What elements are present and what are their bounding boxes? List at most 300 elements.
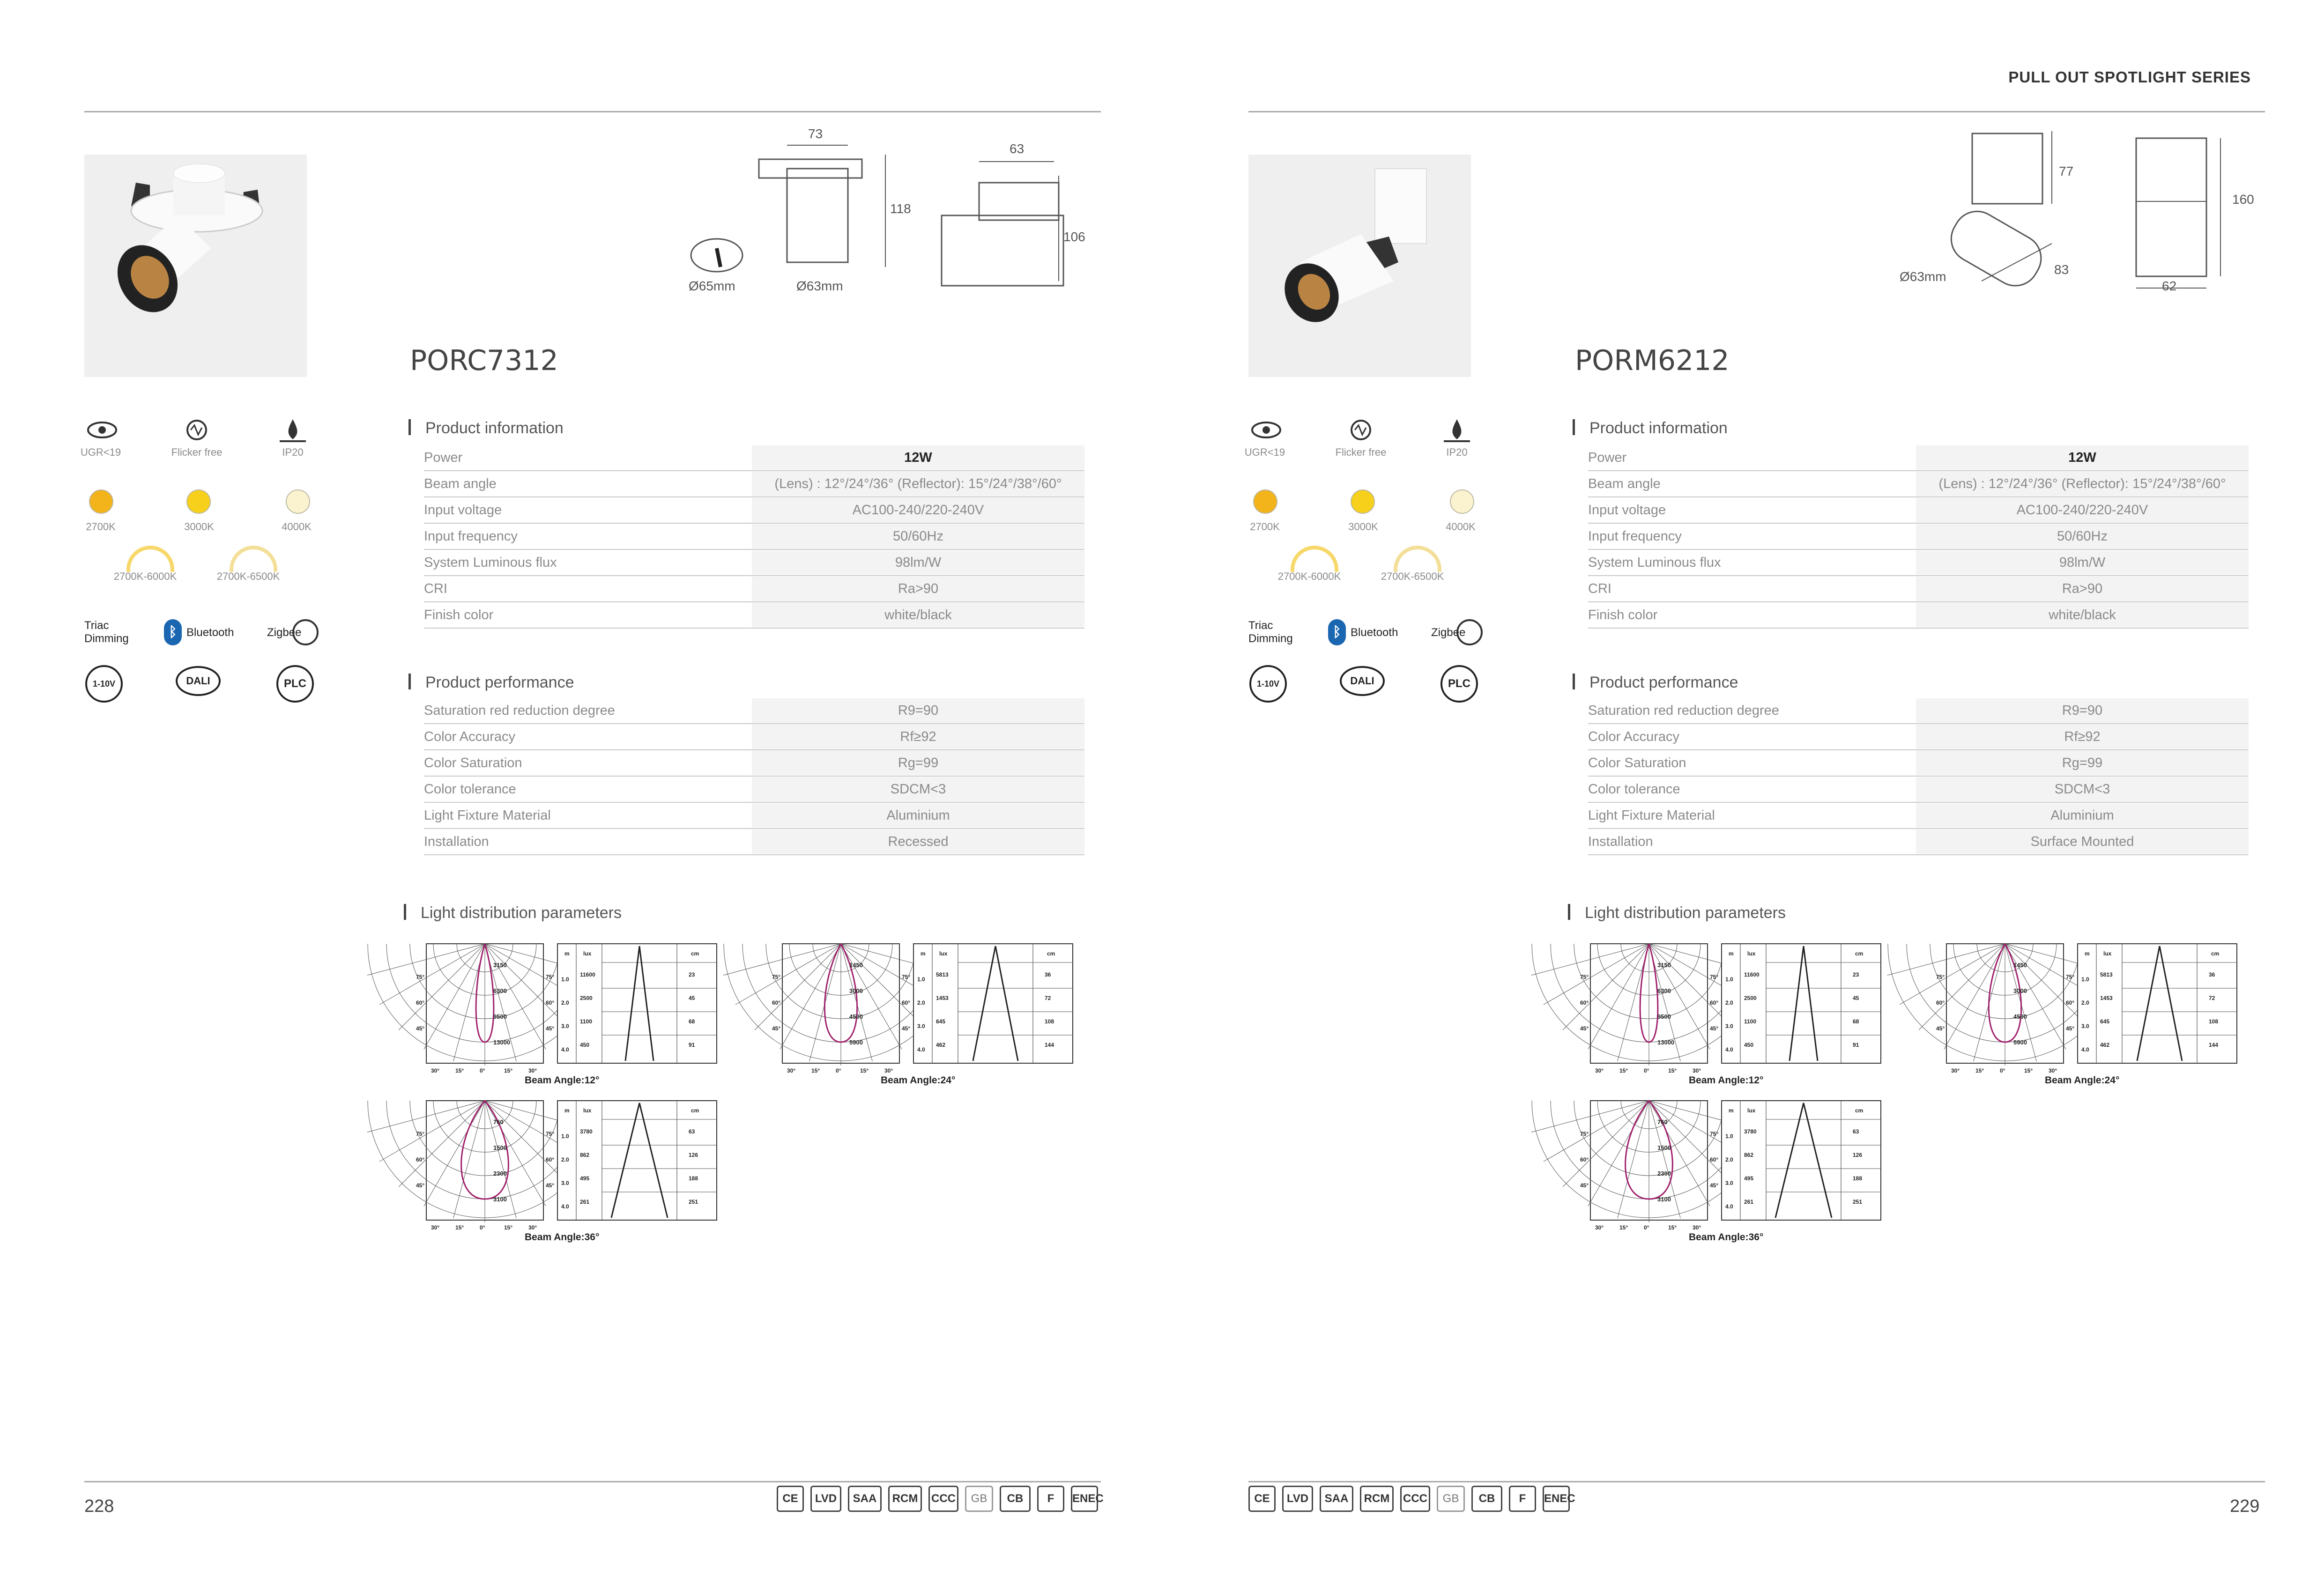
candela-label: 2300 <box>493 1170 507 1177</box>
product-info-table-right <box>1588 445 2249 629</box>
angle-label-right: 45° <box>546 1025 555 1032</box>
candela-label: 13000 <box>1657 1039 1675 1046</box>
distance-label: 2.0 <box>561 1156 569 1163</box>
beam-angle-caption: Beam Angle:36° <box>525 1232 600 1243</box>
polar-diagram-b12 <box>1580 941 1886 1082</box>
row-value: (Lens) : 12°/24°/36° (Reflector): 15°/24°/38°/60° <box>752 472 1084 496</box>
light-distribution-title: Light distribution parameters <box>421 904 622 922</box>
candela-label: 3150 <box>1657 962 1671 969</box>
dim-height-118: 118 <box>890 201 911 216</box>
angle-label-bottom: 15° <box>811 1067 820 1074</box>
tunable-2700-6000-icon <box>1291 546 1338 572</box>
col-header-lux: lux <box>1747 1107 1756 1114</box>
angle-label-bottom: 30° <box>1951 1067 1960 1074</box>
cm-value: 63 <box>1853 1128 1859 1135</box>
angle-label-bottom: 15° <box>1975 1067 1984 1074</box>
product-performance-table-right <box>1588 698 2249 855</box>
bluetooth-label: Bluetooth <box>186 626 234 639</box>
ugr-icon <box>86 418 119 442</box>
row-value: Rf≥92 <box>1916 725 2249 749</box>
cm-value: 72 <box>1045 995 1051 1001</box>
angle-label-bottom: 0° <box>2000 1067 2005 1074</box>
cm-value: 45 <box>1853 995 1859 1001</box>
cct-2700k-label: 2700K <box>86 521 116 533</box>
angle-label-right: 60° <box>546 1000 555 1006</box>
flicker-free-icon <box>1349 418 1373 442</box>
candela-label: 1500 <box>1657 1144 1671 1151</box>
lux-value: 1100 <box>1744 1018 1757 1025</box>
table-row <box>424 777 1084 803</box>
ugr-icon <box>1250 418 1283 442</box>
cm-value: 108 <box>1045 1018 1054 1025</box>
zigbee-icon <box>1455 616 1483 649</box>
row-value: 50/60Hz <box>1916 524 2249 548</box>
candela-label: 760 <box>1657 1118 1668 1125</box>
row-label: Installation <box>1588 834 1653 849</box>
cert-lvd-mark: LVD <box>810 1486 841 1512</box>
distance-label: 1.0 <box>917 976 925 983</box>
angle-label-left: 45° <box>1580 1182 1589 1189</box>
polar-diagram-b24 <box>772 941 1077 1082</box>
angle-label-left: 75° <box>1936 974 1945 980</box>
lux-value: 495 <box>1744 1175 1754 1182</box>
row-value: Aluminium <box>1916 803 2249 828</box>
distance-label: 2.0 <box>1725 1156 1733 1163</box>
col-header-m: m <box>564 1107 570 1114</box>
series-title: PULL OUT SPOTLIGHT SERIES <box>2008 68 2251 86</box>
candela-label: 6300 <box>1657 987 1671 994</box>
row-value: 12W <box>752 445 1084 470</box>
angle-label-left: 45° <box>772 1025 781 1032</box>
row-label: Light Fixture Material <box>424 807 551 823</box>
row-value: (Lens) : 12°/24°/36° (Reflector): 15°/24°/38°/60° <box>1916 472 2249 496</box>
row-value: 98lm/W <box>1916 550 2249 575</box>
candela-label: 4500 <box>849 1013 863 1020</box>
col-header-lux: lux <box>2103 950 2112 957</box>
angle-label-right: 60° <box>2066 1000 2075 1006</box>
lux-value: 862 <box>580 1152 590 1158</box>
cm-value: 188 <box>1853 1175 1863 1182</box>
angle-label-left: 45° <box>1936 1025 1945 1032</box>
row-label: Color Saturation <box>1588 755 1686 770</box>
cm-value: 108 <box>2209 1018 2219 1025</box>
cct-3000k-dot <box>1351 489 1375 514</box>
angle-label-bottom: 0° <box>836 1067 841 1074</box>
angle-label-bottom: 30° <box>2049 1067 2057 1074</box>
angle-label-bottom: 30° <box>431 1224 440 1231</box>
angle-label-bottom: 15° <box>1668 1067 1677 1074</box>
lux-value: 5813 <box>936 971 949 978</box>
product-photo-porc7312 <box>84 155 307 377</box>
col-header-lux: lux <box>939 950 948 957</box>
dim-width-83: 83 <box>2054 262 2069 277</box>
cm-value: 68 <box>1853 1018 1859 1025</box>
candela-label: 3100 <box>1657 1196 1671 1203</box>
cm-value: 36 <box>2209 971 2215 978</box>
product-performance-title: Product performance <box>1589 674 1738 691</box>
row-label: CRI <box>1588 581 1611 596</box>
candela-label: 1450 <box>2013 962 2027 969</box>
cct-2700k-dot <box>1253 489 1277 514</box>
angle-label-bottom: 15° <box>455 1067 464 1074</box>
ugr-label: UGR<19 <box>80 446 121 458</box>
row-label: Saturation red reduction degree <box>424 703 615 718</box>
row-value: Recessed <box>752 829 1084 854</box>
col-header-lux: lux <box>583 950 592 957</box>
row-label: System Luminous flux <box>424 555 557 570</box>
row-label: Saturation red reduction degree <box>1588 703 1779 718</box>
lux-value: 3780 <box>580 1128 593 1135</box>
table-row <box>424 445 1084 471</box>
cct-2700k-label: 2700K <box>1250 521 1280 533</box>
row-label: Installation <box>424 834 489 849</box>
angle-label-right: 75° <box>1710 974 1719 980</box>
angle-label-bottom: 15° <box>1619 1067 1628 1074</box>
bottom-rule-right <box>1248 1481 2265 1482</box>
tunable-label-1: 2700K-6000K <box>113 570 177 582</box>
candela-label: 13000 <box>493 1039 511 1046</box>
flicker-label: Flicker free <box>171 446 223 458</box>
candela-label: 760 <box>493 1118 504 1125</box>
cm-value: 63 <box>689 1128 695 1135</box>
angle-label-left: 45° <box>416 1025 425 1032</box>
angle-label-bottom: 15° <box>1619 1224 1628 1231</box>
row-label: Input voltage <box>1588 502 1666 518</box>
distance-label: 2.0 <box>1725 1000 1733 1006</box>
lux-value: 495 <box>580 1175 590 1182</box>
distance-label: 3.0 <box>561 1180 569 1186</box>
angle-label-bottom: 15° <box>1668 1224 1677 1231</box>
angle-label-bottom: 15° <box>455 1224 464 1231</box>
row-label: Color Saturation <box>424 755 522 770</box>
product-info-table-left <box>424 445 1084 629</box>
angle-label-right: 60° <box>1710 1000 1719 1006</box>
distance-label: 2.0 <box>2081 1000 2089 1006</box>
table-row <box>424 724 1084 750</box>
bluetooth-icon: ᛒ <box>1328 619 1346 645</box>
candela-label: 5900 <box>2013 1039 2027 1046</box>
table-row <box>424 803 1084 829</box>
table-row <box>1588 524 2249 550</box>
top-rule-right <box>1248 111 2265 112</box>
distance-label: 4.0 <box>917 1046 925 1053</box>
candela-label: 3150 <box>493 962 507 969</box>
row-label: Color Accuracy <box>424 729 516 744</box>
row-value: SDCM<3 <box>1916 777 2249 801</box>
angle-label-right: 60° <box>546 1156 555 1163</box>
table-row <box>424 471 1084 497</box>
flicker-free-icon <box>185 418 208 442</box>
product-photo-porm6212 <box>1248 155 1471 377</box>
tunable-label-1: 2700K-6000K <box>1277 570 1341 582</box>
lux-value: 462 <box>936 1042 946 1048</box>
candela-label: 6300 <box>493 987 507 994</box>
angle-label-bottom: 30° <box>431 1067 440 1074</box>
cert-cb-mark: CB <box>1471 1486 1502 1512</box>
lux-value: 5813 <box>2100 971 2113 978</box>
plc-icon: PLC <box>276 665 314 703</box>
lux-value: 1453 <box>936 995 949 1001</box>
cert-enec-mark: ENEC <box>1543 1486 1570 1512</box>
row-value: Rf≥92 <box>752 725 1084 749</box>
cm-value: 126 <box>689 1152 698 1158</box>
dali-icon: DALI <box>176 666 221 696</box>
row-label: Finish color <box>1588 607 1658 622</box>
cm-value: 72 <box>2209 995 2215 1001</box>
cm-value: 251 <box>689 1199 698 1205</box>
1-10v-icon: 1-10V <box>1249 665 1287 703</box>
angle-label-left: 60° <box>772 1000 781 1006</box>
col-header-m: m <box>1729 1107 1734 1114</box>
col-header-lux: lux <box>583 1107 592 1114</box>
dim-height-160: 160 <box>2232 192 2254 207</box>
distance-label: 1.0 <box>1725 1133 1733 1140</box>
cct-2700k-dot <box>89 489 113 514</box>
cct-4000k-label: 4000K <box>282 521 312 533</box>
angle-label-bottom: 30° <box>787 1067 796 1074</box>
product-info-title: Product information <box>1589 419 1728 437</box>
candela-label: 3000 <box>2013 987 2027 994</box>
beam-angle-caption: Beam Angle:24° <box>2045 1075 2120 1086</box>
lux-value: 2500 <box>580 995 593 1001</box>
dim-diameter: Ø63mm <box>796 279 843 293</box>
lux-value: 11600 <box>580 971 595 978</box>
light-distribution-title: Light distribution parameters <box>1585 904 1786 922</box>
cert-f-mark: F <box>1037 1486 1064 1512</box>
distance-label: 1.0 <box>2081 976 2089 983</box>
lux-value: 462 <box>2100 1042 2110 1048</box>
lux-value: 862 <box>1744 1152 1754 1158</box>
cct-4000k-dot <box>286 489 310 514</box>
lux-value: 261 <box>580 1199 590 1205</box>
angle-label-bottom: 0° <box>480 1067 485 1074</box>
row-value: Ra>90 <box>752 577 1084 601</box>
cm-value: 91 <box>1853 1042 1859 1048</box>
row-value: R9=90 <box>752 698 1084 723</box>
row-value: AC100-240/220-240V <box>1916 498 2249 522</box>
beam-angle-caption: Beam Angle:24° <box>881 1075 956 1086</box>
distance-label: 4.0 <box>1725 1046 1733 1053</box>
angle-label-bottom: 15° <box>504 1067 513 1074</box>
cm-value: 23 <box>1853 971 1859 978</box>
distance-label: 3.0 <box>917 1023 925 1029</box>
cert-gb-mark: GB <box>1437 1486 1465 1512</box>
distance-label: 3.0 <box>2081 1023 2089 1029</box>
angle-label-bottom: 30° <box>528 1224 537 1231</box>
row-label: Power <box>424 450 463 465</box>
col-header-cm: cm <box>1047 950 1055 957</box>
row-value: white/black <box>752 603 1084 627</box>
bluetooth-label: Bluetooth <box>1351 626 1398 639</box>
table-row <box>1588 777 2249 803</box>
table-row <box>1588 445 2249 471</box>
product-performance-table-left <box>424 698 1084 855</box>
candela-label: 4500 <box>2013 1013 2027 1020</box>
table-row <box>1588 724 2249 750</box>
product-performance-title: Product performance <box>425 674 574 691</box>
angle-label-left: 75° <box>416 974 425 980</box>
polar-diagram-b36 <box>1580 1098 1886 1239</box>
distance-label: 4.0 <box>561 1046 569 1053</box>
flicker-label: Flicker free <box>1335 446 1387 458</box>
zigbee-icon <box>290 616 319 649</box>
row-label: Color tolerance <box>1588 781 1680 797</box>
distance-label: 3.0 <box>1725 1023 1733 1029</box>
dimension-drawing-porm6212 <box>1897 126 2263 295</box>
table-row <box>424 602 1084 629</box>
lux-value: 2500 <box>1744 995 1757 1001</box>
polar-diagram-b36 <box>416 1098 721 1239</box>
col-header-cm: cm <box>691 950 699 957</box>
cert-lvd-mark: LVD <box>1282 1486 1313 1512</box>
lux-value: 450 <box>1744 1042 1754 1048</box>
lux-value: 645 <box>936 1018 946 1025</box>
polar-diagram-b12 <box>416 941 721 1082</box>
triac-dimming-label: Triac Dimming <box>84 619 129 645</box>
ugr-label: UGR<19 <box>1244 446 1285 458</box>
row-label: Input frequency <box>1588 528 1682 544</box>
dim-height-77: 77 <box>2059 164 2074 178</box>
col-header-cm: cm <box>1855 1107 1864 1114</box>
cm-value: 36 <box>1045 971 1051 978</box>
candela-label: 3000 <box>849 987 863 994</box>
table-row <box>424 698 1084 724</box>
row-value: 98lm/W <box>752 550 1084 575</box>
zigbee-label: Zigbee <box>267 626 302 639</box>
model-name-porm6212: PORM6212 <box>1575 344 1730 377</box>
col-header-m: m <box>2085 950 2090 957</box>
col-header-m: m <box>1729 950 1734 957</box>
distance-label: 4.0 <box>2081 1046 2089 1053</box>
lux-value: 11600 <box>1744 971 1760 978</box>
cert-cb-mark: CB <box>1000 1486 1031 1512</box>
distance-label: 4.0 <box>561 1203 569 1210</box>
page-number-left: 228 <box>84 1496 114 1516</box>
angle-label-left: 60° <box>1580 1156 1589 1163</box>
cm-value: 144 <box>2209 1042 2219 1048</box>
row-label: CRI <box>424 581 447 596</box>
1-10v-icon: 1-10V <box>85 665 123 703</box>
cert-saa-mark: SAA <box>1320 1486 1353 1512</box>
tunable-2700-6500-icon <box>230 546 277 572</box>
angle-label-bottom: 30° <box>1595 1067 1604 1074</box>
cm-value: 68 <box>689 1018 695 1025</box>
distance-label: 1.0 <box>561 1133 569 1140</box>
lux-value: 1453 <box>2100 995 2113 1001</box>
cert-ccc-mark: CCC <box>1400 1486 1430 1512</box>
angle-label-left: 60° <box>416 1000 425 1006</box>
beam-angle-caption: Beam Angle:12° <box>1689 1075 1764 1086</box>
angle-label-left: 75° <box>416 1131 425 1137</box>
angle-label-left: 45° <box>1580 1025 1589 1032</box>
zigbee-label: Zigbee <box>1431 626 1466 639</box>
cm-value: 144 <box>1045 1042 1054 1048</box>
page-number-right: 229 <box>2230 1496 2260 1516</box>
distance-label: 1.0 <box>561 976 569 983</box>
angle-label-left: 60° <box>416 1156 425 1163</box>
angle-label-right: 75° <box>2066 974 2075 980</box>
col-header-cm: cm <box>2211 950 2220 957</box>
distance-label: 2.0 <box>917 1000 925 1006</box>
cm-value: 126 <box>1853 1152 1863 1158</box>
dim-width-63: 63 <box>1010 141 1025 156</box>
row-label: Color tolerance <box>424 781 516 797</box>
lux-value: 450 <box>580 1042 590 1048</box>
row-value: R9=90 <box>1916 698 2249 723</box>
beam-angle-caption: Beam Angle:36° <box>1689 1232 1764 1243</box>
angle-label-right: 75° <box>1710 1131 1719 1137</box>
tunable-2700-6500-icon <box>1394 546 1441 572</box>
angle-label-left: 45° <box>416 1182 425 1189</box>
angle-label-right: 45° <box>2066 1025 2075 1032</box>
distance-label: 3.0 <box>1725 1180 1733 1186</box>
row-value: white/black <box>1916 603 2249 627</box>
angle-label-left: 60° <box>1580 1000 1589 1006</box>
candela-label: 1500 <box>493 1144 507 1151</box>
cm-value: 91 <box>689 1042 695 1048</box>
col-header-m: m <box>564 950 570 957</box>
table-row <box>1588 497 2249 524</box>
table-row <box>1588 471 2249 497</box>
lux-value: 1100 <box>580 1018 593 1025</box>
row-label: Input frequency <box>424 528 518 544</box>
col-header-cm: cm <box>691 1107 699 1114</box>
table-row <box>1588 550 2249 576</box>
triac-dimming-label: Triac Dimming <box>1248 619 1293 645</box>
distance-label: 2.0 <box>561 1000 569 1006</box>
bottom-rule-left <box>84 1481 1101 1482</box>
angle-label-bottom: 30° <box>1693 1067 1701 1074</box>
lux-value: 261 <box>1744 1199 1754 1205</box>
angle-label-right: 45° <box>902 1025 911 1032</box>
row-value: Rg=99 <box>752 751 1084 775</box>
angle-label-right: 60° <box>902 1000 911 1006</box>
angle-label-left: 75° <box>1580 974 1589 980</box>
cct-4000k-dot <box>1450 489 1474 514</box>
row-value: Aluminium <box>752 803 1084 828</box>
distance-label: 1.0 <box>1725 976 1733 983</box>
table-row <box>1588 576 2249 602</box>
table-row <box>424 750 1084 777</box>
row-label: Color Accuracy <box>1588 729 1680 744</box>
angle-label-bottom: 0° <box>480 1224 485 1231</box>
angle-label-bottom: 15° <box>504 1224 513 1231</box>
angle-label-bottom: 0° <box>1644 1067 1649 1074</box>
row-value: 50/60Hz <box>752 524 1084 548</box>
candela-label: 1450 <box>849 962 863 969</box>
cct-3000k-dot <box>186 489 211 514</box>
dim-cutout: Ø65mm <box>689 279 735 293</box>
cct-3000k-label: 3000K <box>184 521 214 533</box>
ip20-icon <box>1443 417 1471 443</box>
angle-label-bottom: 30° <box>528 1067 537 1074</box>
cm-value: 188 <box>689 1175 698 1182</box>
cert-ce-mark: CE <box>777 1486 804 1512</box>
cct-4000k-label: 4000K <box>1446 521 1476 533</box>
bluetooth-icon: ᛒ <box>164 619 182 645</box>
dimension-drawing-porc7312 <box>679 126 1091 295</box>
product-info-title: Product information <box>425 419 564 437</box>
lux-value: 645 <box>2100 1018 2110 1025</box>
tunable-label-2: 2700K-6500K <box>1381 570 1444 582</box>
table-row <box>1588 750 2249 777</box>
dim-height-106: 106 <box>1063 230 1085 244</box>
row-label: Light Fixture Material <box>1588 807 1715 823</box>
cert-saa-mark: SAA <box>848 1486 882 1512</box>
lux-value: 3780 <box>1744 1128 1757 1135</box>
model-name-porc7312: PORC7312 <box>410 344 558 377</box>
table-row <box>424 497 1084 524</box>
